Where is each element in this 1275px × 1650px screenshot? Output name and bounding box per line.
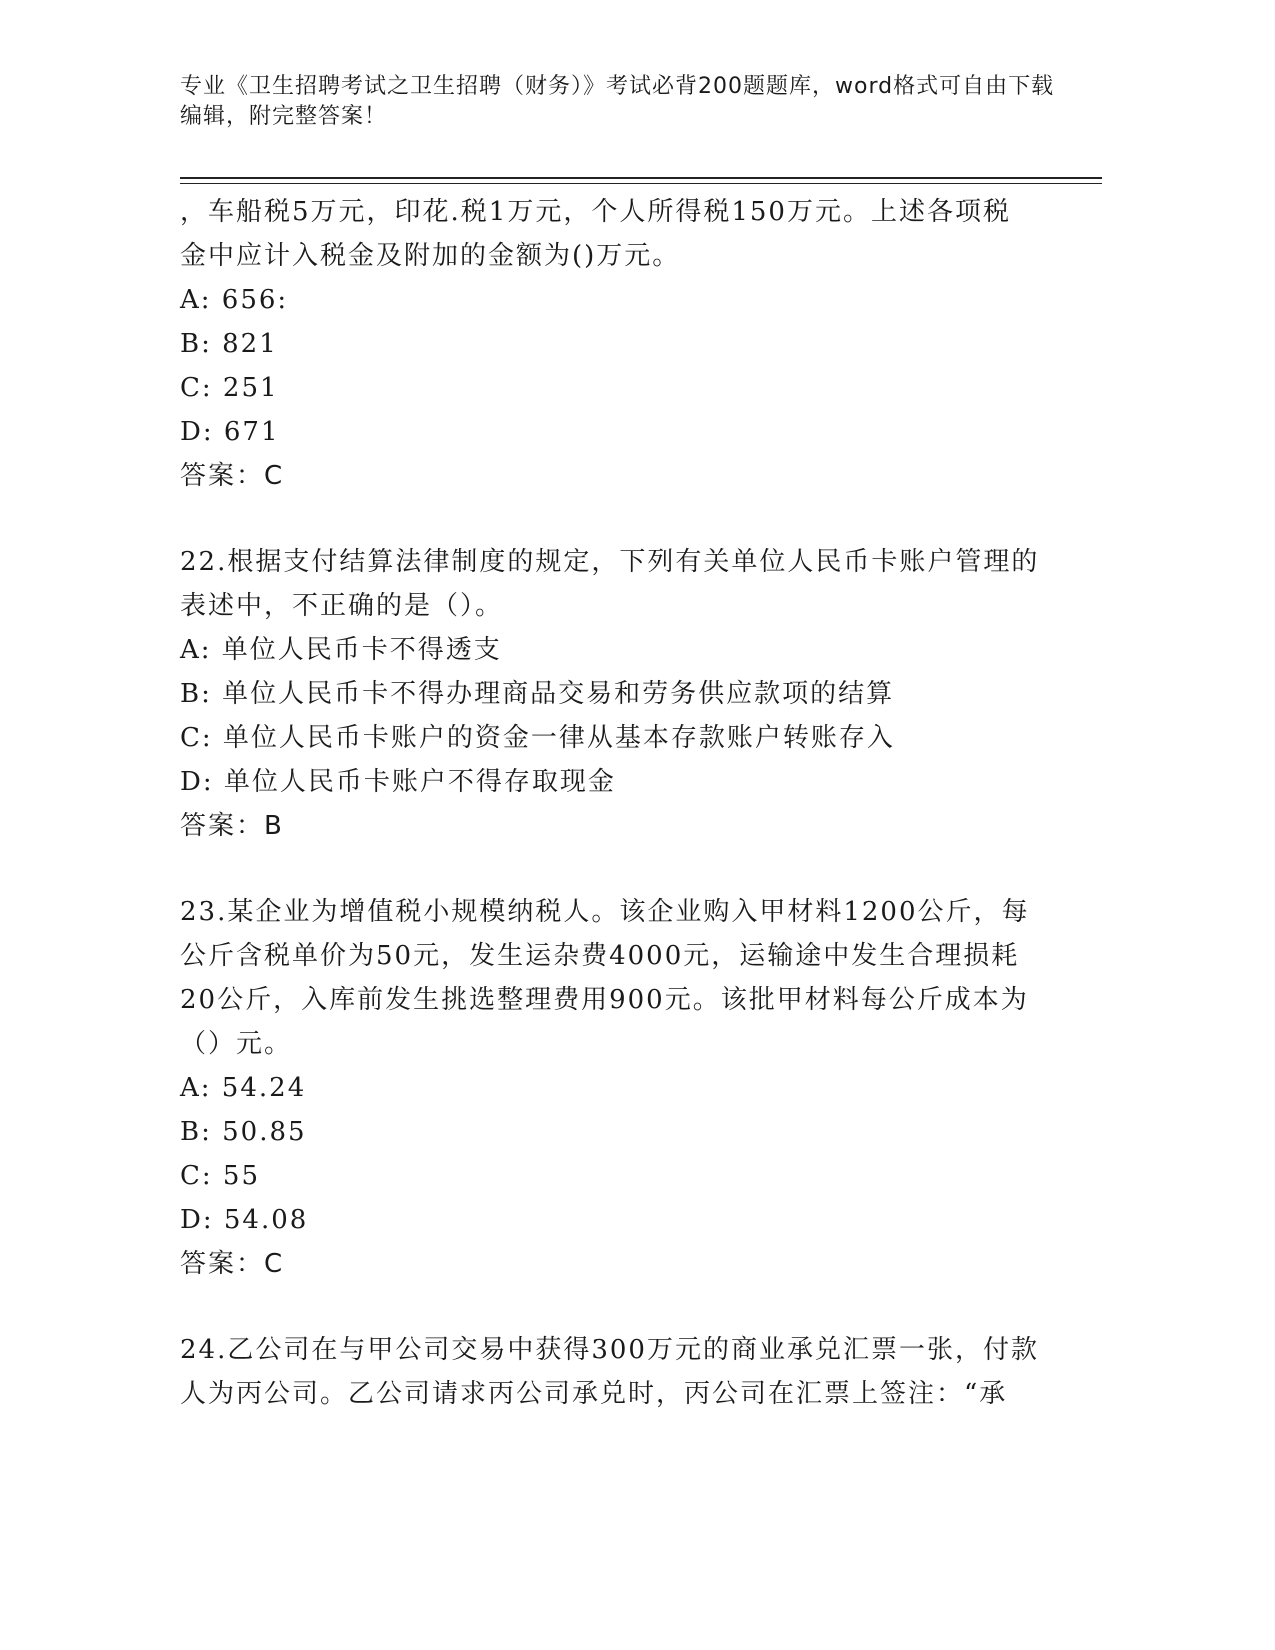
option-d: D: 54.08 — [180, 1205, 309, 1235]
answer-line: 答案：B — [180, 811, 284, 841]
question-text-line: 20公斤，入库前发生挑选整理费用900元。该批甲材料每公斤成本为 — [180, 985, 1029, 1015]
question-text-line: 24.乙公司在与甲公司交易中获得300万元的商业承兑汇票一张，付款 — [180, 1335, 1039, 1365]
question-text-line: 金中应计入税金及附加的金额为()万元。 — [180, 241, 681, 271]
option-d: D: 单位人民币卡账户不得存取现金 — [180, 767, 616, 797]
question-text-line: 23.某企业为增值税小规模纳税人。该企业购入甲材料1200公斤，每 — [180, 897, 1030, 927]
option-d: D: 671 — [180, 417, 280, 447]
question-text-line: 公斤含税单价为50元，发生运杂费4000元，运输途中发生合理损耗 — [180, 941, 1020, 971]
question-22 — [180, 540, 1080, 848]
option-c: C: 251 — [180, 373, 279, 403]
question-24 — [180, 1328, 1080, 1416]
option-b: B: 50.85 — [180, 1117, 307, 1147]
question-text-line: 人为丙公司。乙公司请求丙公司承兑时，丙公司在汇票上签注：“承 — [180, 1379, 1008, 1409]
option-b: B: 单位人民币卡不得办理商品交易和劳务供应款项的结算 — [180, 679, 895, 709]
document-body — [180, 190, 1080, 1416]
option-c: C: 单位人民币卡账户的资金一律从基本存款账户转账存入 — [180, 723, 895, 753]
question-text-line: ，车船税5万元，印花.税1万元，个人所得税150万元。上述各项税 — [180, 197, 1011, 227]
option-a: A: 656: — [180, 285, 289, 315]
question-21 — [180, 190, 1080, 498]
question-23 — [180, 890, 1080, 1286]
question-text-line: 22.根据支付结算法律制度的规定，下列有关单位人民币卡账户管理的 — [180, 547, 1040, 577]
option-c: C: 55 — [180, 1161, 261, 1191]
document-header: 专业《卫生招聘考试之卫生招聘（财务）》考试必背200题题库，word格式可自由下载编辑，附完整答案！ — [180, 74, 1055, 129]
option-a: A: 54.24 — [180, 1073, 307, 1103]
option-b: B: 821 — [180, 329, 278, 359]
header-divider-thick — [180, 177, 1102, 179]
answer-line: 答案：C — [180, 1249, 285, 1279]
option-a: A: 单位人民币卡不得透支 — [180, 635, 502, 665]
header-divider-thin — [180, 183, 1102, 184]
question-text-line: 表述中，不正确的是（）。 — [180, 591, 504, 621]
question-text-line: （）元。 — [180, 1029, 293, 1059]
answer-line: 答案：C — [180, 461, 285, 491]
